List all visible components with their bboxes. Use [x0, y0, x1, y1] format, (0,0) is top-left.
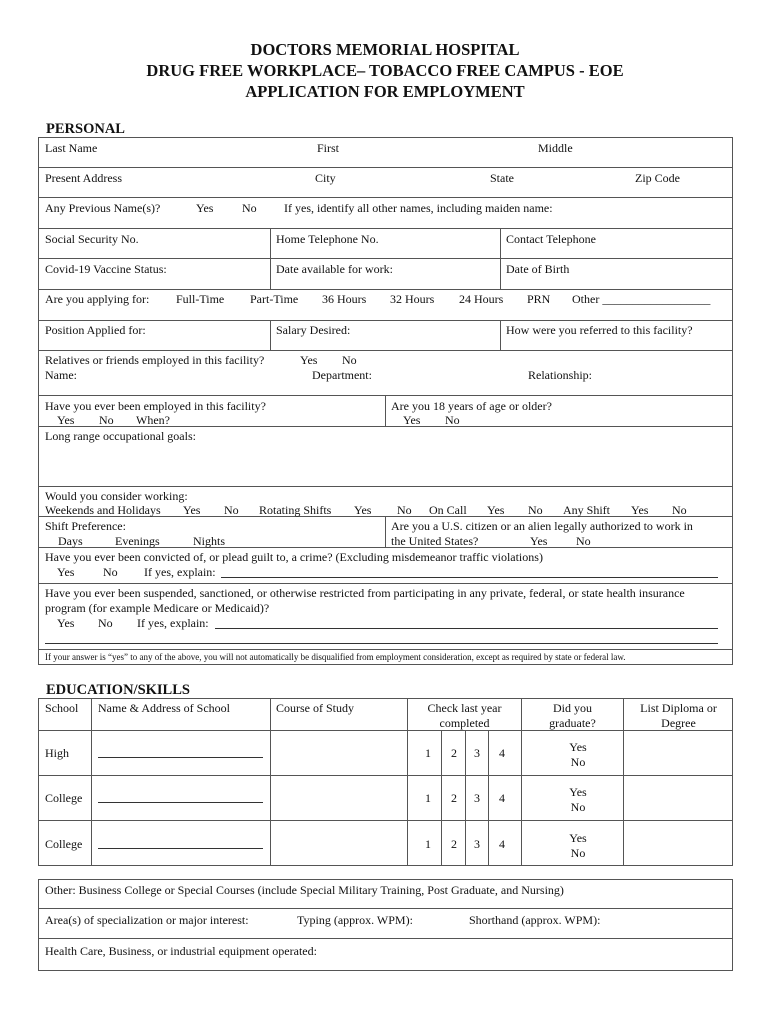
city-label: City — [315, 171, 336, 185]
32-hours-option[interactable]: 32 Hours — [390, 292, 435, 306]
suspended-question: Have you ever been suspended, sanctioned, or otherwise restricted from participating in any private, federal, or state health insurance — [45, 586, 685, 600]
col-school: School — [45, 701, 79, 715]
occupational-goals-label: Long range occupational goals: — [45, 429, 196, 443]
on-call-no[interactable]: No — [528, 503, 543, 517]
col-did-you: Did you — [553, 701, 592, 715]
rotating-yes[interactable]: Yes — [354, 503, 372, 517]
relative-department-label: Department: — [312, 368, 372, 382]
col-degree: Degree — [661, 716, 696, 730]
employed-before-label: Have you ever been employed in this facility? — [45, 399, 266, 413]
col-name-address: Name & Address of School — [98, 701, 230, 715]
covid-status-label: Covid-19 Vaccine Status: — [45, 262, 167, 276]
col-list-diploma: List Diploma or — [640, 701, 717, 715]
first-name-label: First — [317, 141, 340, 155]
col-check-last-year: Check last year — [427, 701, 502, 715]
relatives-yes[interactable]: Yes — [300, 353, 318, 367]
relatives-label: Relatives or friends employed in this facility? — [45, 353, 265, 367]
weekends-holidays-label: Weekends and Holidays — [45, 503, 161, 517]
full-time-option[interactable]: Full-Time — [176, 292, 225, 306]
year-4[interactable]: 4 — [499, 837, 505, 851]
weekends-yes[interactable]: Yes — [183, 503, 201, 517]
suspended-explain-line-2[interactable] — [45, 643, 718, 644]
previous-names-identify-label: If yes, identify all other names, including maiden name: — [284, 201, 553, 215]
year-2[interactable]: 2 — [451, 746, 457, 760]
date-of-birth-label: Date of Birth — [506, 262, 570, 276]
graduate-yes[interactable]: Yes — [569, 831, 587, 845]
suspended-explain-label: If yes, explain: — [137, 616, 209, 630]
convicted-explain-label: If yes, explain: — [144, 565, 216, 579]
year-3[interactable]: 3 — [474, 746, 480, 760]
any-shift-no[interactable]: No — [672, 503, 687, 517]
year-2[interactable]: 2 — [451, 837, 457, 851]
middle-name-label: Middle — [538, 141, 573, 155]
school-level-label: High — [45, 746, 69, 760]
school-level-label: College — [45, 791, 83, 805]
zip-label: Zip Code — [635, 171, 680, 185]
personal-section-title: PERSONAL — [46, 121, 125, 137]
on-call-label: On Call — [429, 503, 467, 517]
year-1[interactable]: 1 — [425, 746, 431, 760]
employed-when-label: When? — [136, 413, 170, 427]
suspended-explain-line[interactable] — [215, 628, 718, 629]
education-section-title: EDUCATION/SKILLS — [46, 682, 190, 698]
relative-relationship-label: Relationship: — [528, 368, 592, 382]
citizen-no[interactable]: No — [576, 534, 591, 548]
convicted-question: Have you ever been convicted of, or plead guilt to, a crime? (Excluding misdemeanor traffic violations) — [45, 550, 543, 564]
graduate-no[interactable]: No — [570, 800, 586, 814]
on-call-yes[interactable]: Yes — [487, 503, 505, 517]
state-label: State — [490, 171, 514, 185]
school-name-line[interactable] — [98, 757, 263, 758]
year-4[interactable]: 4 — [499, 746, 505, 760]
name-input-area[interactable] — [39, 154, 732, 167]
home-phone-label: Home Telephone No. — [276, 232, 379, 246]
24-hours-option[interactable]: 24 Hours — [459, 292, 504, 306]
hospital-name: DOCTORS MEMORIAL HOSPITAL — [250, 40, 520, 59]
col-course-of-study: Course of Study — [276, 701, 354, 715]
consider-working-label: Would you consider working: — [45, 489, 188, 503]
prn-option[interactable]: PRN — [527, 292, 551, 306]
convicted-yes[interactable]: Yes — [57, 565, 75, 579]
relatives-no[interactable]: No — [342, 353, 357, 367]
graduate-no[interactable]: No — [570, 846, 586, 860]
shift-evenings-option[interactable]: Evenings — [115, 534, 160, 548]
previous-names-label: Any Previous Name(s)? — [45, 201, 161, 215]
typing-wpm-label: Typing (approx. WPM): — [297, 913, 413, 927]
convicted-explain-line[interactable] — [221, 577, 718, 578]
other-option[interactable]: Other __________________ — [572, 292, 711, 306]
occupational-goals-input[interactable] — [39, 444, 732, 485]
previous-names-yes[interactable]: Yes — [196, 201, 214, 215]
shift-days-option[interactable]: Days — [58, 534, 83, 548]
equipment-input[interactable] — [39, 958, 732, 970]
contact-phone-label: Contact Telephone — [506, 232, 596, 246]
year-3[interactable]: 3 — [474, 837, 480, 851]
age-18-yes[interactable]: Yes — [403, 413, 421, 427]
graduate-yes[interactable]: Yes — [569, 785, 587, 799]
year-4[interactable]: 4 — [499, 791, 505, 805]
any-shift-yes[interactable]: Yes — [631, 503, 649, 517]
part-time-option[interactable]: Part-Time — [250, 292, 299, 306]
address-input-area[interactable] — [39, 184, 732, 197]
graduate-yes[interactable]: Yes — [569, 740, 587, 754]
present-address-label: Present Address — [45, 171, 122, 185]
rotating-shifts-label: Rotating Shifts — [259, 503, 332, 517]
school-level-label: College — [45, 837, 83, 851]
year-1[interactable]: 1 — [425, 791, 431, 805]
suspended-yes[interactable]: Yes — [57, 616, 75, 630]
citizen-label-cont: the United States? — [391, 534, 479, 548]
form-title: APPLICATION FOR EMPLOYMENT — [245, 82, 525, 101]
weekends-no[interactable]: No — [224, 503, 239, 517]
shorthand-wpm-label: Shorthand (approx. WPM): — [469, 913, 601, 927]
school-name-line[interactable] — [98, 802, 263, 803]
convicted-no[interactable]: No — [103, 565, 118, 579]
policy-line: DRUG FREE WORKPLACE– TOBACCO FREE CAMPUS - EOE — [146, 61, 624, 80]
referred-label: How were you referred to this facility? — [506, 323, 693, 337]
col-graduate: graduate? — [549, 716, 596, 730]
year-1[interactable]: 1 — [425, 837, 431, 851]
age-18-no[interactable]: No — [445, 413, 460, 427]
employed-before-yes[interactable]: Yes — [57, 413, 75, 427]
school-name-line[interactable] — [98, 848, 263, 849]
shift-nights-option[interactable]: Nights — [193, 534, 226, 548]
employed-before-no[interactable]: No — [99, 413, 114, 427]
applying-for-label: Are you applying for: — [45, 292, 150, 306]
rotating-no[interactable]: No — [397, 503, 412, 517]
equipment-label: Health Care, Business, or industrial equipment operated: — [45, 944, 317, 958]
citizen-yes[interactable]: Yes — [530, 534, 548, 548]
any-shift-label: Any Shift — [563, 503, 611, 517]
disclaimer: If your answer is “yes” to any of the above, you will not automatically be disqualified from employment consideration, except as required by state or federal law. — [45, 652, 626, 662]
date-available-label: Date available for work: — [276, 262, 393, 276]
specialization-label: Area(s) of specialization or major interest: — [45, 913, 249, 927]
ssn-label: Social Security No. — [45, 232, 139, 246]
citizen-label: Are you a U.S. citizen or an alien legally authorized to work in — [391, 519, 693, 533]
col-completed: completed — [439, 716, 490, 730]
salary-desired-label: Salary Desired: — [276, 323, 351, 337]
other-courses-label: Other: Business College or Special Courses (include Special Military Training, Post Graduate, and Nursing) — [45, 883, 564, 897]
relative-name-label: Name: — [45, 368, 77, 382]
36-hours-option[interactable]: 36 Hours — [322, 292, 367, 306]
last-name-label: Last Name — [45, 141, 98, 155]
graduate-no[interactable]: No — [570, 755, 586, 769]
shift-preference-label: Shift Preference: — [45, 519, 126, 533]
age-18-label: Are you 18 years of age or older? — [391, 399, 552, 413]
year-2[interactable]: 2 — [451, 791, 457, 805]
position-applied-label: Position Applied for: — [45, 323, 146, 337]
year-3[interactable]: 3 — [474, 791, 480, 805]
suspended-question-cont: program (for example Medicare or Medicaid)? — [45, 601, 270, 615]
suspended-no[interactable]: No — [98, 616, 113, 630]
previous-names-no[interactable]: No — [242, 201, 257, 215]
